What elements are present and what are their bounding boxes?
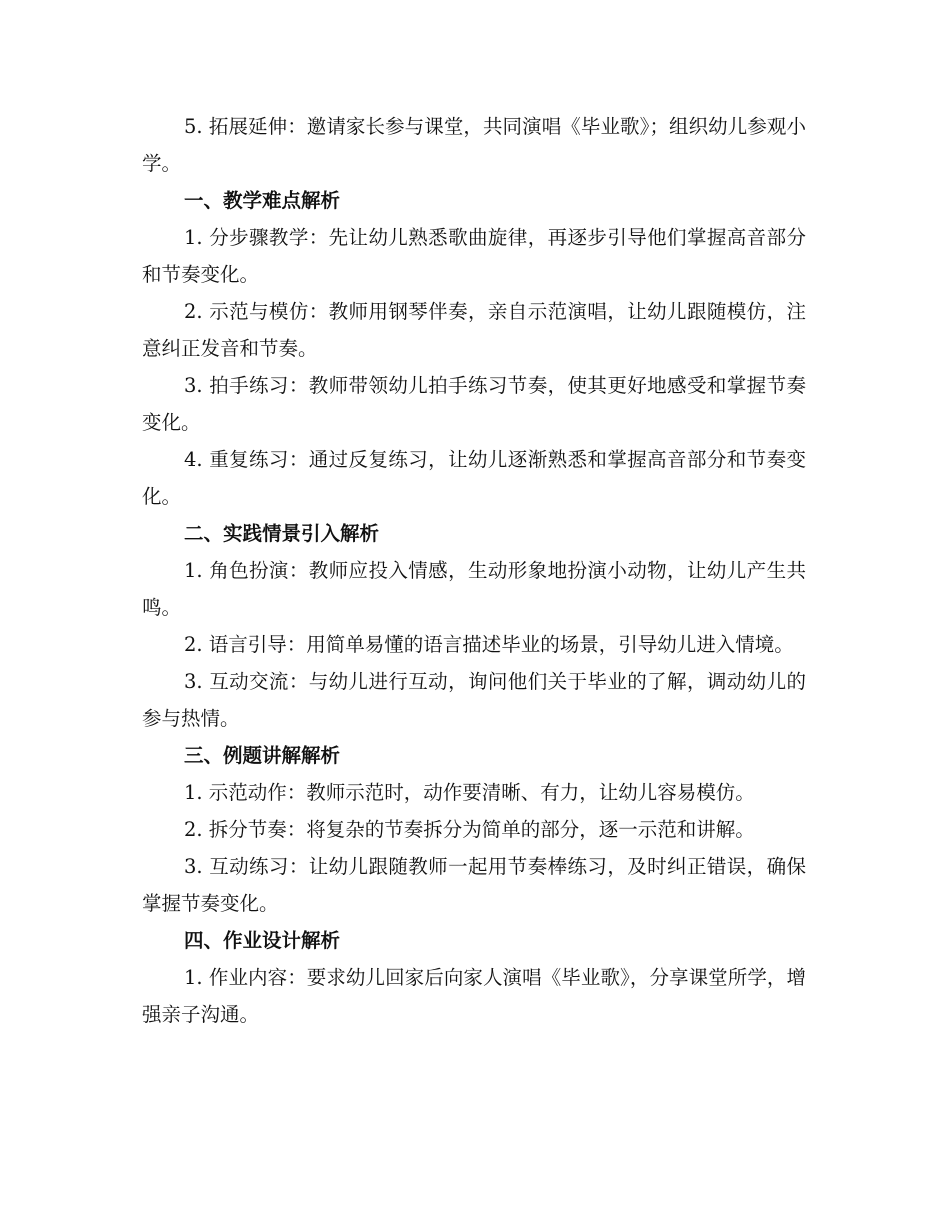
paragraph-homework-content: 1. 作业内容：要求幼儿回家后向家人演唱《毕业歌》，分享课堂所学，增强亲子沟通。 — [142, 966, 806, 1026]
paragraph-demonstration: 2. 示范与模仿：教师用钢琴伴奏，亲自示范演唱，让幼儿跟随模仿，注意纠正发音和节奏。 — [142, 300, 806, 360]
document-body — [142, 108, 806, 1033]
heading-homework-design: 四、作业设计解析 — [184, 929, 341, 952]
paragraph-demo-actions: 1. 示范动作：教师示范时，动作要清晰、有力，让幼儿容易模仿。 — [184, 781, 755, 804]
heading-practice-scenario: 二、实践情景引入解析 — [184, 522, 380, 545]
paragraph-interaction: 3. 互动交流：与幼儿进行互动，询问他们关于毕业的了解，调动幼儿的参与热情。 — [142, 670, 806, 730]
paragraph-interactive-practice: 3. 互动练习：让幼儿跟随教师一起用节奏棒练习，及时纠正错误，确保掌握节奏变化。 — [142, 855, 806, 915]
paragraph-extension: 5. 拓展延伸：邀请家长参与课堂，共同演唱《毕业歌》；组织幼儿参观小学。 — [142, 115, 806, 175]
paragraph-language-guidance: 2. 语言引导：用简单易懂的语言描述毕业的场景，引导幼儿进入情境。 — [184, 633, 794, 656]
paragraph-role-play: 1. 角色扮演：教师应投入情感，生动形象地扮演小动物，让幼儿产生共鸣。 — [142, 559, 806, 619]
paragraph-split-rhythm: 2. 拆分节奏：将复杂的节奏拆分为简单的部分，逐一示范和讲解。 — [184, 818, 755, 841]
heading-example-explanation: 三、例题讲解解析 — [184, 744, 341, 767]
heading-teaching-difficulties: 一、教学难点解析 — [184, 189, 341, 212]
paragraph-repetition: 4. 重复练习：通过反复练习，让幼儿逐渐熟悉和掌握高音部分和节奏变化。 — [142, 448, 806, 508]
paragraph-step-teaching: 1. 分步骤教学：先让幼儿熟悉歌曲旋律，再逐步引导他们掌握高音部分和节奏变化。 — [142, 226, 806, 286]
paragraph-clapping-practice: 3. 拍手练习：教师带领幼儿拍手练习节奏，使其更好地感受和掌握节奏变化。 — [142, 374, 806, 434]
